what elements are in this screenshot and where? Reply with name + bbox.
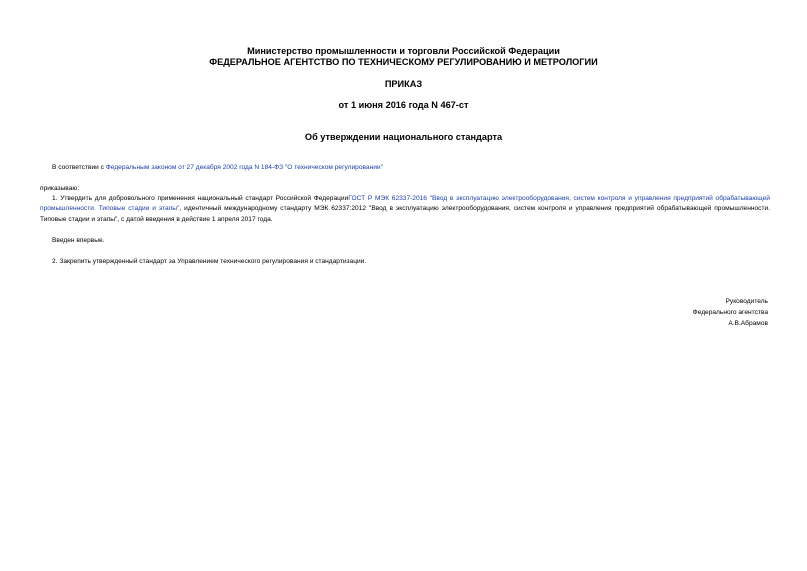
signature-organization: Федерального агентства [692, 309, 768, 316]
item-1-suffix: , идентичный международному стандарту МЭК 62337:2012 "Ввод в эксплуатацию электрооборудования, систем контроля и управления предприятий обрабатывающей промышленности. Типовые стадии и этапы", с датой введения в действие 1 апреля 2017 года. [40, 205, 770, 223]
order-word: приказываю: [40, 185, 80, 192]
gost-standard-link[interactable]: ГОСТ Р МЭК 62337-2016 "Ввод в эксплуатацию электрооборудования, систем контроля и управления предприятий обрабатывающей промышленности. Типовые стадии и этапы" [40, 195, 770, 213]
basis-prefix: В соответствии с [52, 164, 106, 171]
signature-name: А.В.Абрамов [728, 320, 768, 327]
intro-note: Введен впервые. [52, 237, 105, 244]
agency-title: ФЕДЕРАЛЬНОЕ АГЕНТСТВО ПО ТЕХНИЧЕСКОМУ РЕГУЛИРОВАНИЮ И МЕТРОЛОГИИ [209, 57, 598, 67]
document-date-number: от 1 июня 2016 года N 467-ст [338, 100, 469, 110]
item-1-paragraph [40, 194, 770, 225]
signature-position: Руководитель [725, 298, 768, 305]
item-1-prefix: 1. Утвердить для добровольного применения национальный стандарт Российской Федерации [52, 195, 349, 202]
ministry-title: Министерство промышленности и торговли Российской Федерации [247, 46, 560, 56]
document-subject: Об утверждении национального стандарта [304, 132, 503, 142]
document-type: ПРИКАЗ [384, 79, 423, 89]
basis-paragraph [52, 163, 383, 173]
federal-law-link[interactable]: Федеральным законом от 27 декабря 2002 года N 184-ФЗ "О техническом регулировании" [105, 164, 383, 171]
item-2-paragraph: 2. Закрепить утвержденный стандарт за Управлением технического регулирования и стандартизации. [52, 258, 367, 265]
